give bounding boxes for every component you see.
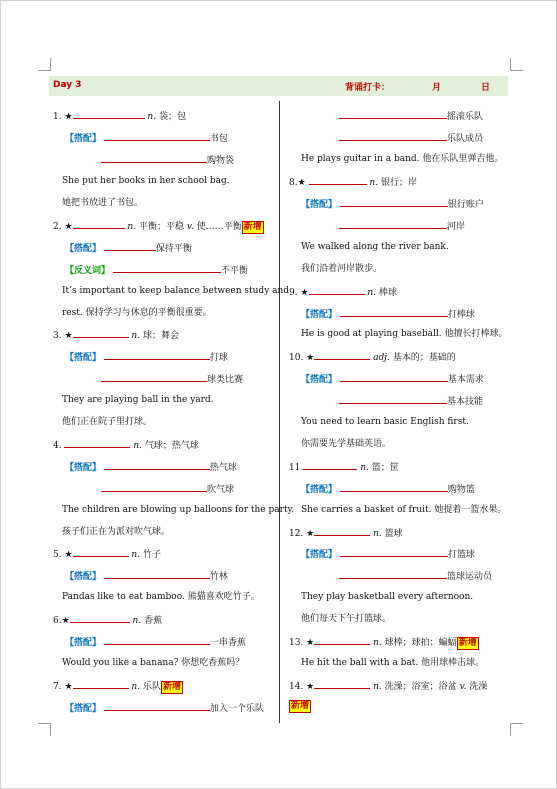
- part-of-speech: n.: [127, 222, 137, 232]
- example-en: He is good at playing baseball.: [301, 329, 442, 339]
- answer-blank[interactable]: [104, 241, 156, 251]
- example-en: It’s important to keep balance between study and: [62, 286, 290, 296]
- collocation-line: [65, 241, 192, 255]
- answer-blank[interactable]: [340, 372, 448, 382]
- collocation-line: [65, 569, 228, 583]
- answer-blank[interactable]: [339, 569, 447, 579]
- entry-heading: [53, 679, 183, 694]
- example-mixed: [301, 504, 506, 516]
- example-en: Would you like a banana?: [62, 658, 179, 668]
- entry-number: 7. ★: [53, 682, 73, 692]
- answer-blank[interactable]: [340, 197, 448, 207]
- entry-number: 6.★: [53, 616, 70, 626]
- example-zh: 他们正在院子里打球。: [62, 417, 153, 427]
- entry-number: 2. ★: [53, 222, 73, 232]
- collocation-line: [101, 482, 234, 496]
- answer-blank[interactable]: [101, 153, 207, 163]
- example-zh: 他用球棒击球。: [421, 658, 485, 668]
- answer-blank[interactable]: [314, 350, 370, 360]
- example-en: They play basketball every afternoon.: [301, 592, 474, 602]
- entry-number: 3. ★: [53, 331, 73, 341]
- checkin-label: 背诵打卡：: [345, 83, 391, 93]
- entry-meaning: 球；舞会: [142, 331, 179, 341]
- part-of-speech: n.: [133, 441, 143, 451]
- entry-number: 8.★: [289, 178, 306, 188]
- collocation-line: [65, 350, 228, 364]
- collocation-meaning: 加入一个乐队: [209, 704, 264, 714]
- entry-meaning: 棒球: [378, 288, 397, 298]
- collocation-meaning: 打球: [209, 353, 228, 363]
- entry-meaning: 使……平衡: [196, 222, 242, 232]
- collocation-tag: 【搭配】: [65, 244, 102, 254]
- example-en: rest.: [62, 308, 83, 318]
- part-of-speech: n.: [147, 112, 157, 122]
- entry-meaning: 洗澡；浴室；浴盆: [384, 682, 457, 692]
- collocation-tag: 【搭配】: [65, 134, 102, 144]
- example-zh: 你需要先学基础英语。: [301, 439, 392, 449]
- entry-number: 13. ★: [289, 638, 315, 648]
- answer-blank[interactable]: [340, 547, 448, 557]
- example-zh: 他在乐队里弹吉他。: [422, 154, 504, 164]
- entry-meaning: 篮球: [384, 529, 403, 539]
- collocation-tag: 【搭配】: [301, 200, 338, 210]
- collocation-tag: 【搭配】: [65, 353, 102, 363]
- crop-mark: [38, 58, 51, 71]
- example-zh: 熊猫喜欢吃竹子。: [187, 592, 260, 602]
- entry-heading: [289, 350, 456, 364]
- collocation-tag: 【搭配】: [65, 638, 102, 648]
- example-mixed: [62, 657, 244, 669]
- collocation-line: [301, 482, 475, 496]
- entry-meaning: 袋；包: [158, 112, 186, 122]
- part-of-speech: n.: [367, 288, 377, 298]
- answer-blank[interactable]: [303, 460, 357, 470]
- collocation-line: [301, 197, 484, 211]
- collocation-line: [65, 131, 228, 145]
- new-badge-line: [289, 700, 311, 713]
- new-badge: 新增: [162, 682, 181, 692]
- collocation-meaning: 基本需求: [447, 375, 484, 385]
- collocation-line: [65, 460, 237, 474]
- example-en: We walked along the river bank.: [301, 242, 449, 252]
- entry-heading: [289, 460, 399, 474]
- example-zh: 孩子们正在为派对吹气球。: [62, 527, 171, 537]
- example-en: She put her books in her school bag.: [62, 176, 230, 186]
- column-divider: [279, 101, 280, 723]
- entry-number: 9. ★: [289, 288, 309, 298]
- crop-mark: [510, 58, 523, 71]
- collocation-meaning: 河岸: [447, 222, 466, 232]
- example-zh: 保持学习与休息的平衡很重要。: [85, 308, 212, 318]
- answer-blank[interactable]: [101, 482, 207, 492]
- entry-number: 14. ★: [289, 682, 315, 692]
- answer-blank[interactable]: [314, 679, 370, 689]
- collocation-tag: 【搭配】: [301, 375, 338, 385]
- entry-heading: [53, 328, 179, 342]
- collocation-line: [101, 153, 234, 167]
- collocation-meaning: 乐队成员: [447, 134, 484, 144]
- answer-blank[interactable]: [104, 131, 210, 141]
- collocation-meaning: 书包: [209, 134, 228, 144]
- answer-blank[interactable]: [340, 307, 448, 317]
- crop-mark: [510, 723, 523, 736]
- answer-blank[interactable]: [309, 175, 367, 185]
- antonym-line: [65, 263, 248, 277]
- month-label: 月: [432, 83, 442, 93]
- collocation-meaning: 银行账户: [447, 200, 484, 210]
- answer-blank[interactable]: [101, 372, 207, 382]
- example-en: They are playing ball in the yard.: [62, 395, 214, 405]
- answer-blank[interactable]: [104, 460, 210, 470]
- entry-meaning: 洗澡: [469, 682, 488, 692]
- collocation-line: [339, 131, 483, 145]
- example-mixed: [301, 657, 484, 669]
- example-en: He hit the ball with a bat.: [301, 658, 419, 668]
- collocation-tag: 【搭配】: [301, 485, 338, 495]
- answer-blank[interactable]: [104, 701, 210, 711]
- collocation-tag: 【搭配】: [301, 310, 338, 320]
- collocation-meaning: 球类比赛: [207, 375, 244, 385]
- example-en: The children are blowing up balloons for the party.: [62, 505, 295, 515]
- entry-heading: [53, 438, 199, 452]
- entry-meaning: 香蕉: [144, 616, 163, 626]
- collocation-line: [65, 635, 246, 649]
- entry-number: 4.: [53, 441, 62, 451]
- entry-meaning: 气球；热气球: [144, 441, 199, 451]
- example-zh: 她提着一篮水果。: [434, 505, 507, 515]
- answer-blank[interactable]: [314, 635, 370, 645]
- collocation-line: [101, 372, 243, 386]
- entry-number: 5. ★: [53, 550, 73, 560]
- entry-meaning: 银行；岸: [380, 178, 417, 188]
- answer-blank[interactable]: [339, 219, 447, 229]
- part-of-speech: v.: [459, 682, 467, 692]
- crop-mark: [38, 723, 51, 736]
- answer-blank[interactable]: [70, 613, 130, 623]
- entry-number: 10. ★: [289, 353, 315, 363]
- entry-meaning: 竹子: [142, 550, 161, 560]
- date-label: 日: [481, 83, 491, 93]
- collocation-meaning: 吹气球: [207, 485, 235, 495]
- part-of-speech: n.: [131, 331, 141, 341]
- example-zh: 她把书放进了书包。: [62, 198, 144, 208]
- entry-number: 12. ★: [289, 529, 315, 539]
- answer-blank[interactable]: [340, 482, 448, 492]
- entry-meaning: 篮；筐: [371, 463, 399, 473]
- new-badge: 新增: [458, 638, 477, 648]
- collocation-tag: 【搭配】: [301, 550, 338, 560]
- part-of-speech: n.: [131, 682, 141, 692]
- example-zh: 你想吃香蕉吗？: [181, 658, 245, 668]
- entry-heading: [289, 285, 397, 299]
- entry-meaning: 球棒；球拍；蝙蝠: [384, 638, 457, 648]
- entry-number: 11.: [289, 463, 304, 473]
- answer-blank[interactable]: [113, 263, 221, 273]
- part-of-speech: n.: [132, 616, 142, 626]
- part-of-speech: n.: [373, 529, 382, 539]
- example-mixed: [62, 307, 212, 319]
- example-mixed: [301, 328, 508, 340]
- collocation-line: [339, 219, 465, 233]
- collocation-meaning: 购物篮: [447, 485, 475, 495]
- part-of-speech: n.: [373, 638, 382, 648]
- part-of-speech: n.: [373, 682, 382, 692]
- collocation-line: [339, 394, 483, 408]
- answer-blank[interactable]: [104, 635, 210, 645]
- antonym-meaning: 不平衡: [220, 266, 248, 276]
- collocation-line: [339, 109, 483, 123]
- part-of-speech: v.: [186, 222, 194, 232]
- entry-meaning: 乐队: [142, 682, 161, 692]
- answer-blank[interactable]: [339, 394, 447, 404]
- antonym-tag: 【反义词】: [65, 266, 111, 276]
- page-header: [49, 76, 508, 96]
- collocation-line: [301, 372, 484, 386]
- answer-blank[interactable]: [309, 285, 365, 295]
- part-of-speech: n.: [360, 463, 369, 473]
- collocation-meaning: 热气球: [209, 463, 237, 473]
- collocation-meaning: 打棒球: [447, 310, 475, 320]
- entry-meaning: 平衡；平稳: [138, 222, 184, 232]
- answer-blank[interactable]: [339, 131, 447, 141]
- new-badge: 新增: [291, 701, 310, 711]
- example-zh: 他擅长打棒球。: [444, 329, 508, 339]
- example-mixed: [62, 591, 260, 603]
- collocation-line: [301, 307, 475, 321]
- collocation-tag: 【搭配】: [65, 704, 102, 714]
- example-en: Pandas like to eat bamboo.: [62, 592, 185, 602]
- part-of-speech: n.: [369, 178, 379, 188]
- entry-heading: [53, 547, 161, 561]
- entry-heading: [289, 526, 403, 540]
- answer-blank[interactable]: [64, 438, 130, 448]
- collocation-line: [339, 569, 492, 583]
- answer-blank[interactable]: [104, 569, 210, 579]
- new-badge: 新增: [243, 222, 262, 232]
- collocation-line: [65, 701, 264, 715]
- part-of-speech: adj.: [373, 353, 390, 363]
- collocation-tag: 【搭配】: [65, 572, 102, 582]
- part-of-speech: n.: [131, 550, 141, 560]
- answer-blank[interactable]: [73, 328, 129, 338]
- collocation-meaning: 一串香蕉: [209, 638, 246, 648]
- collocation-meaning: 打篮球: [447, 550, 475, 560]
- answer-blank[interactable]: [73, 547, 129, 557]
- collocation-tag: 【搭配】: [65, 463, 102, 473]
- example-en: You need to learn basic English first.: [301, 417, 469, 427]
- answer-blank[interactable]: [73, 109, 145, 119]
- example-zh: 我们沿着河岸散步。: [301, 264, 383, 274]
- answer-blank[interactable]: [339, 109, 447, 119]
- collocation-line: [301, 547, 475, 561]
- collocation-meaning: 摇滚乐队: [447, 112, 484, 122]
- collocation-meaning: 保持平衡: [155, 244, 192, 254]
- collocation-meaning: 竹林: [209, 572, 228, 582]
- collocation-meaning: 基本技能: [447, 397, 484, 407]
- answer-blank[interactable]: [314, 526, 370, 536]
- answer-blank[interactable]: [73, 219, 125, 229]
- entry-heading: [53, 109, 186, 123]
- entry-heading: [53, 613, 162, 627]
- collocation-meaning: 篮球运动员: [447, 572, 493, 582]
- example-zh: 他们每天下午打篮球。: [301, 614, 392, 624]
- entry-heading: [289, 635, 479, 650]
- entry-heading: [289, 175, 417, 189]
- entry-meaning: 基本的；基础的: [392, 353, 456, 363]
- entry-heading: [53, 219, 264, 234]
- answer-blank[interactable]: [104, 350, 210, 360]
- example-en: She carries a basket of fruit.: [301, 505, 432, 515]
- entry-heading: [289, 679, 487, 693]
- day-label: Day 3: [53, 80, 82, 90]
- example-en: He plays guitar in a band.: [301, 154, 420, 164]
- example-mixed: [301, 153, 503, 165]
- collocation-meaning: 购物袋: [207, 156, 235, 166]
- answer-blank[interactable]: [73, 679, 129, 689]
- entry-number: 1. ★: [53, 112, 73, 122]
